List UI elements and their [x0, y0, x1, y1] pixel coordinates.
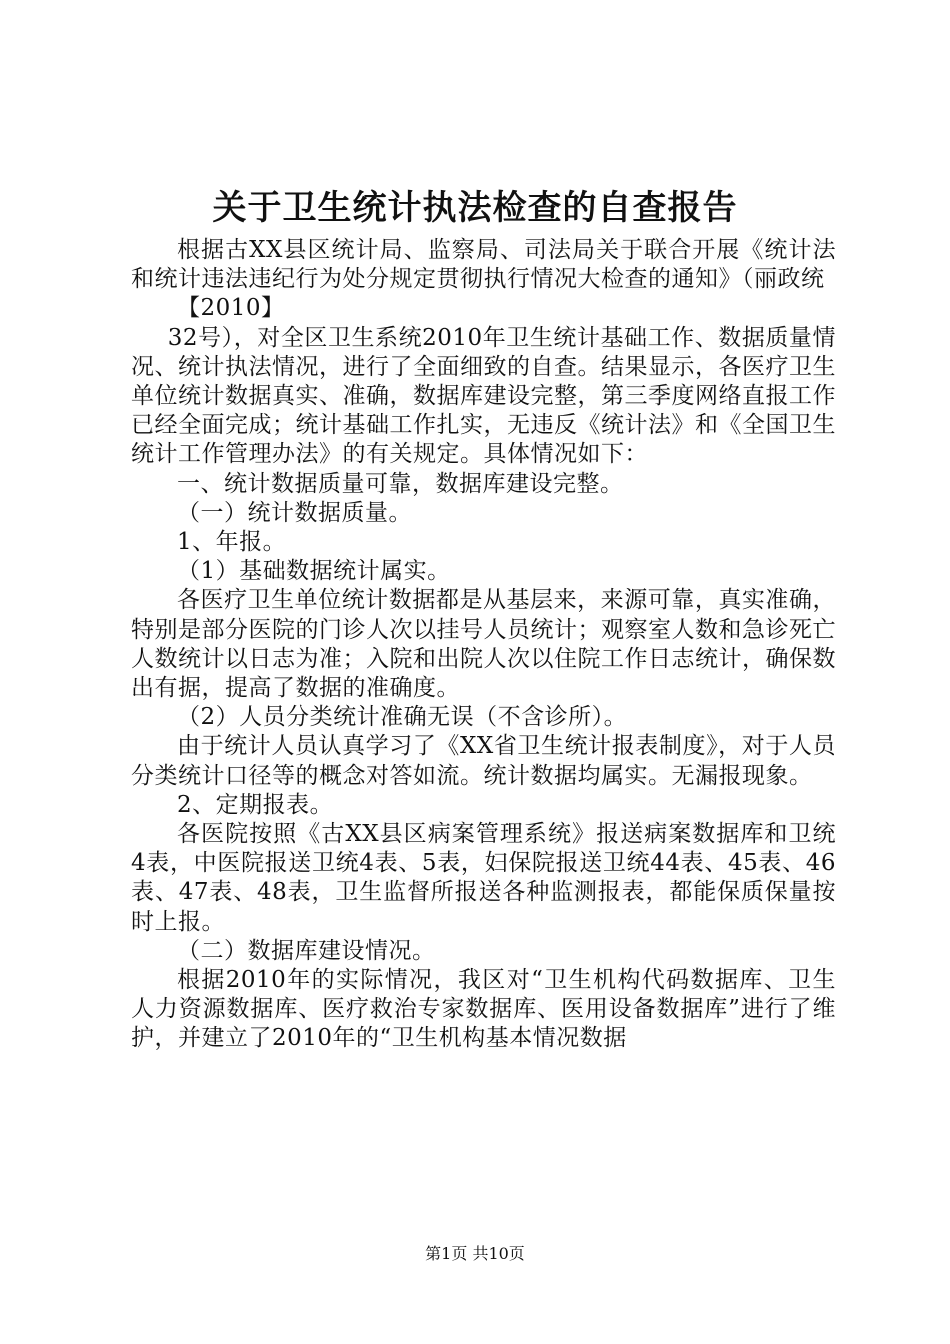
section-heading: 一、统计数据质量可靠，数据库建设完整。 [177, 470, 624, 497]
page-footer: 第1页 共10页 [425, 1244, 525, 1263]
document-body [131, 236, 836, 1054]
section-heading: （1）基础数据统计属实。 [177, 558, 451, 585]
document-title: 关于卫生统计执法检查的自查报告 [212, 188, 738, 228]
paragraph: 根据2010年的实际情况，我区对“卫生机构代码数据库、卫生人力资源数据库、医疗救治专家数据库、医用设备数据库”进行了维护，并建立了2010年的“卫生机构基本情况数据 [131, 967, 836, 1052]
section-heading: （一）统计数据质量。 [177, 499, 412, 526]
paragraph: 32号），对全区卫生系统2010年卫生统计基础工作、数据质量情况、统计执法情况，进行了全面细致的自查。结果显示，各医疗卫生单位统计数据真实、准确，数据库建设完整，第三季度网络直报工作已经全面完成；统计基础工作扎实，无违反《统计法》和《全国卫生统计工作管理办法》的有关规定。具体情况如下： [131, 324, 836, 468]
paragraph: 【2010】 [177, 295, 285, 322]
paragraph: 由于统计人员认真学习了《XX省卫生统计报表制度》，对于人员分类统计口径等的概念对答如流。统计数据均属实。无漏报现象。 [131, 733, 836, 789]
section-heading: 1、年报。 [177, 529, 287, 556]
paragraph: 各医院按照《古XX县区病案管理系统》报送病案数据库和卫统4表，中医院报送卫统4表、5表，妇保院报送卫统44表、45表、46表、47表、48表，卫生监督所报送各种监测报表，都能保质保量按时上报。 [131, 821, 836, 935]
section-heading: （二）数据库建设情况。 [177, 937, 436, 964]
section-heading: 2、定期报表。 [177, 791, 334, 818]
paragraph: 各医疗卫生单位统计数据都是从基层来，来源可靠，真实准确，特别是部分医院的门诊人次以挂号人员统计；观察室人数和急诊死亡人数统计以日志为准；入院和出院人次以住院工作日志统计，确保数出有据，提高了数据的准确度。 [131, 587, 836, 702]
paragraph: 根据古XX县区统计局、监察局、司法局关于联合开展《统计法和统计违法违纪行为处分规定贯彻执行情况大检查的通知》（丽政统 [131, 237, 836, 293]
section-heading: （2）人员分类统计准确无误（不含诊所）。 [177, 704, 628, 731]
